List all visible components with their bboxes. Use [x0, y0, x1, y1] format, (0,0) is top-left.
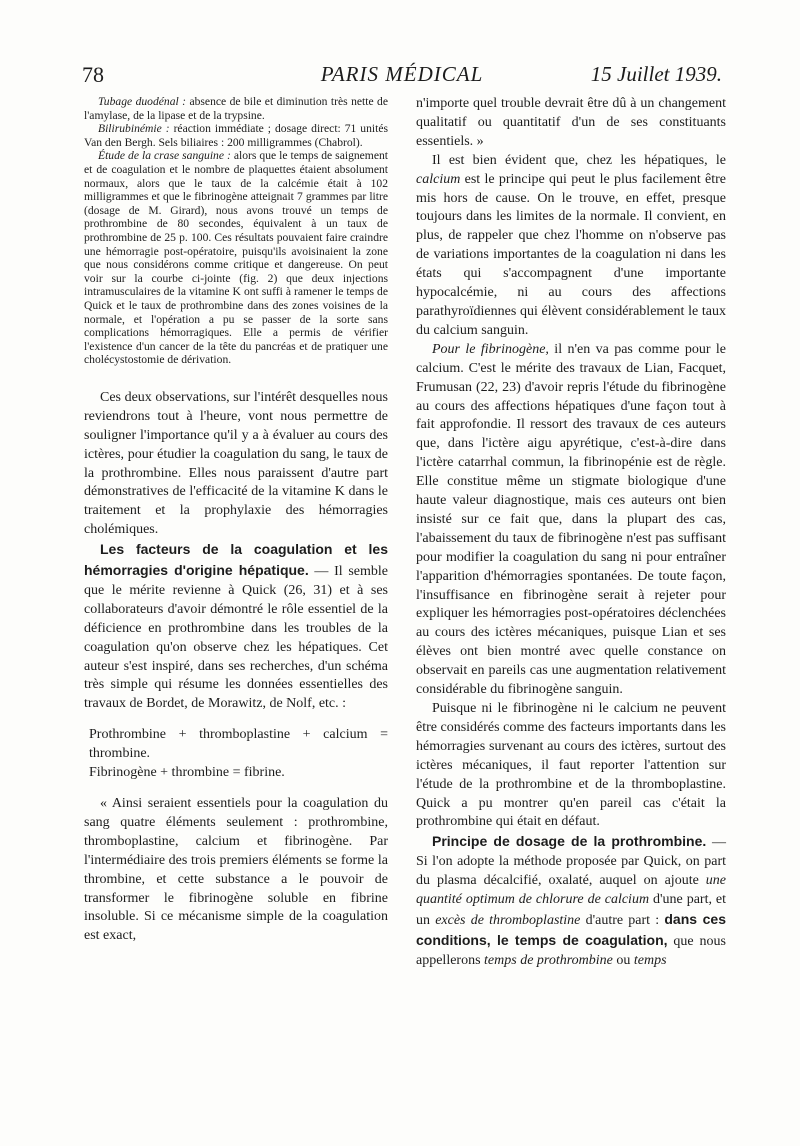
case-label: Étude de la crase sanguine : — [98, 149, 231, 163]
case-label: Bilirubinémie : — [98, 122, 170, 136]
right-column — [416, 95, 726, 971]
case-paragraph-bilirubinemie: Bilirubinémie : réaction immédiate ; dosage direct: 71 unités Van den Bergh. Sels biliaires : 200 milligrammes (Chabrol). — [84, 122, 388, 149]
section-paragraph: Principe de dosage de la prothrombine. — Si l'on adopte la méthode proposée par Quick, on part du plasma décalcifié, oxalaté, auquel on ajoute une quantité optimum de chlorure de calcium d'une part, et un excès de thromboplastine d'autre part : dans ces conditions, le temps de coagulation, que nous appellerons temps de prothrombine ou temps — [416, 833, 727, 968]
section-title: Principe de dosage de la prothrombine. — [432, 833, 707, 850]
section-title: Les facteurs de la coagulation et les hémorragies d'origine hépatique. — [84, 541, 388, 579]
quotation-paragraph: « Ainsi seraient essentiels pour la coagulation du sang quatre éléments seulement : prothrombine, thromboplastine, calcium et fibrinogène. Par l'intermédiaire des trois premiers éléments se forme la thrombine, et cette substance a le pouvoir de transformer le fibrinogène soluble en fibrine insoluble. Si ce mécanisme simple de la coagulation est exact, — [84, 796, 388, 944]
page-number: 78 — [82, 62, 104, 87]
left-column — [84, 95, 388, 946]
paragraph-fibrinogene: Pour le fibrinogène, il n'en va pas comme pour le calcium. C'est le mérite des travaux de Lian, Facquet, Frumusan (22, 23) d'avoir repris l'étude du fibrinogène au cours des affections hépatiques d'une façon tout à fait approfondie. Il ressort des travaux de ces auteurs que, dans l'ictère aigu apyrétique, c'est-à-dire dans l'ictère catarrhal commun, la fibrinopénie est de règle. Elle constitue même un stigmate biologique d'une haute valeur diagnostique, mais ces auteurs ont bien insisté sur ce fait que, dans la plupart des cas, l'abaissement du taux de fibrinogène n'est pas suffisant pour modifier la coagulation du sang ni pour entraîner l'apparition d'hémorragies spontanées. De toute façon, l'insuffisance en fibrinogène serait à rejeter pour expliquer les hémorragies post-opératoires déclenchées au cours des ictères mécaniques, puisque Lian et ses élèves ont bien montré avec quelle constance on observait en pareils cas une augmentation relativement considérable du fibrinogène sanguin. — [416, 341, 726, 698]
case-label: Tubage duodénal : — [98, 95, 187, 108]
paragraph: Ces deux observations, sur l'intérêt desquelles nous reviendrons tout à l'heure, vont nous permettre de souligner l'importance qu'il y a à évaluer au cours des ictères, pour étudier la coagulation du sang, le taux de la prothrombine. Elles nous paraissent d'autre part démonstratives de l'efficacité de la vitamine K dans le traitement et la prophylaxie des hémorragies cholémiques. — [84, 389, 388, 538]
section-paragraph: Les facteurs de la coagulation et les hémorragies d'origine hépatique. — Il semble que le mérite revienne à Quick (26, 31) et à ses collaborateurs d'avoir démontré le rôle essentiel de la déficience en prothrombine dans les troubles de la coagulation qu'on observe chez les hépatiques. Cet auteur s'est inspiré, dans ses recherches, d'un schéma très simple qui résume les données essentielles des travaux de Bordet, de Morawitz, de Nolf, etc. : — [84, 541, 388, 712]
journal-title: PARIS MÉDICAL — [320, 62, 484, 86]
case-paragraph-crase: Étude de la crase sanguine : alors que le temps de saignement et de coagulation et le nombre de plaquettes étaient absolument normaux, alors que le taux de la calcémie était à 102 milligrammes et que le fibrinogène atteignait 7 grammes par litre (dosage de M. Girard), nous avons trouvé un temps de prothrombine de 80 secondes, équivalent à un taux de prothrombine de 25 p. 100. Ces résultats pouvaient faire craindre une hémorragie post-opératoire, puisqu'ils avoisinaient la zone que nous considérons comme critique et dangereuse. On peut voir sur la courbe ci-jointe (fig. 2) que deux injections intramusculaires de la vitamine K ont suffi à ramener le temps de Quick et le taux de prothrombine dans des zones voisines de la normale, et l'opération a pu se passer de la sorte sans complications hémorragiques. Elle a permis de vérifier l'existence d'un cancer de la tête du pancréas et de pratiquer une cholécystostomie de dérivation. — [84, 149, 388, 367]
equation-prothrombine: Prothrombine + thromboplastine + calcium = thrombine. — [89, 727, 388, 762]
issue-date: 15 Juillet 1939. — [590, 62, 722, 86]
paragraph: Puisque ni le fibrinogène ni le calcium ne peuvent être considérés comme des facteurs importants dans les hémorragies survenant au cours des ictères, surtout des ictères mécaniques, il faut reporter l'attention sur l'étude de la prothrombine et de la thromboplastine. Quick a pu montrer qu'en pareil cas c'était la prothrombine qui était en défaut. — [416, 701, 726, 830]
case-paragraph-tubage: Tubage duodénal : absence de bile et diminution très nette de l'amylase, de la lipase et de la trypsine. — [84, 95, 389, 122]
running-header — [82, 62, 722, 92]
equation-fibrinogene: Fibrinogène + thrombine = fibrine. — [89, 765, 285, 781]
paragraph-calcium: Il est bien évident que, chez les hépatiques, le calcium est le principe qui peut le plus facilement être mis hors de cause. On le trouve, en effet, presque toujours dans les limites de la normale. Il convient, en plus, de rappeler que chez l'homme on n'observe pas de variations importantes de la coagulation ni dans les états qui s'accompagnent d'une importante hypocalcémie, ni au cours des affections parathyroïdiennes qui élèvent considérablement le taux du calcium sanguin. — [416, 152, 726, 338]
paragraph: n'importe quel trouble devrait être dû à un changement qualitatif ou quantitatif d'un de ses constituants essentiels. » — [416, 96, 726, 149]
